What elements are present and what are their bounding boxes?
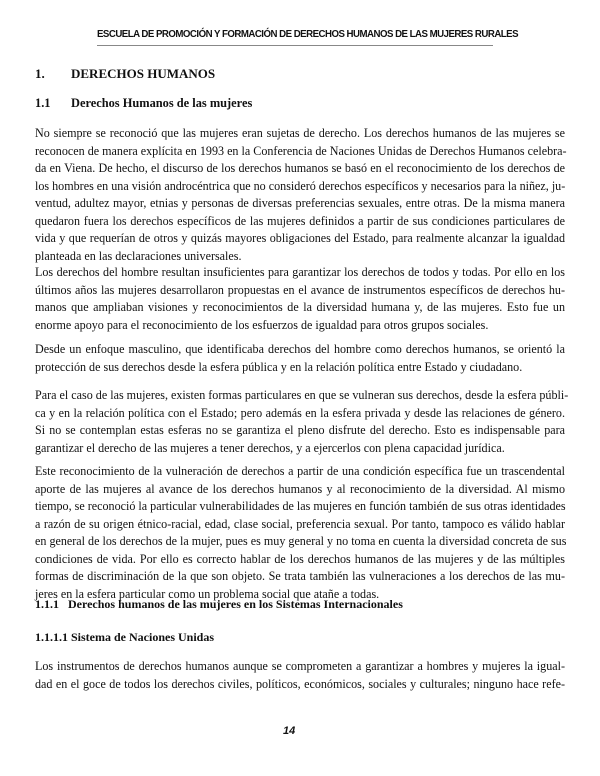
text-line: condiciones de vida. Por ello es correcto hablar de los derechos humanos de las mujeres y de las múltiples: [35, 551, 565, 566]
section-number: 1.1.1: [35, 597, 59, 611]
text-line: Los derechos del hombre resultan insuficientes para garantizar los derechos de todos y todas. Por ello en los: [35, 265, 565, 279]
text-line: últimos años las mujeres desarrollaron propuestas en el avance de instrumentos específicos de derechos hu-: [35, 282, 565, 297]
section-heading-1-1-1-1: 1.1.1.1 Sistema de Naciones Unidas: [35, 630, 215, 644]
text-line: Este reconocimiento de la vulneración de derechos a partir de una condición específica fue un trascendental: [35, 464, 565, 478]
text-line: ventud, adultez mayor, etnias y personas de diversas preferencias sexuales, entre otras. De la misma manera: [35, 196, 565, 210]
text-line: vida y que requerían de otros y quizás mayores obligaciones del Estado, para realmente alcanzar la igualdad: [35, 231, 565, 245]
text-line: formas de discriminación de la que son objeto. Se trata también las vulneraciones a los derechos de las mu-: [35, 569, 565, 583]
section-heading-1-1-1: [35, 597, 403, 612]
text-line: enorme apoyo para el reconocimiento de los esfuerzos de igualdad para otros grupos sociales.: [35, 317, 489, 332]
text-line: planteada en las declaraciones universales.: [35, 248, 242, 263]
text-line: en general de los derechos de la mujer, pues es muy general y no toma en cuenta la diversidad concreta de sus: [35, 534, 567, 548]
header-underline: [97, 45, 493, 46]
text-line: dad en el goce de todos los derechos civiles, políticos, económicos, sociales y culturales; ninguno hace refe-: [35, 676, 565, 691]
text-line: Si no se contemplan estas esferas no se garantiza el pleno disfrute del derecho. Esto es indispensable para: [35, 423, 565, 437]
section-heading-1: [35, 66, 215, 82]
text-line: Desde un enfoque masculino, que identificaba derechos del hombre como derechos humanos, se orientó la: [35, 342, 565, 356]
paragraph-1: [35, 125, 565, 265]
text-line: a razón de su origen étnico-racial, edad, clase social, preferencia sexual. Por tanto, tampoco es válido hablar: [35, 516, 565, 531]
text-line: quedaron fuera los derechos específicos de las mujeres definidos a partir de sus condiciones particulares de: [35, 213, 565, 228]
text-line: aporte de las mujeres al avance de los derechos humanos y al reconocimiento de la diversidad. Al mismo: [35, 481, 565, 496]
text-line: protección de sus derechos desde la esfera pública y en la relación política entre Estado y ciudadano.: [35, 359, 523, 374]
text-line: da en Viena. De hecho, el discurso de los derechos humanos se basó en el reconocimiento de los derechos de: [35, 161, 565, 175]
section-title: DERECHOS HUMANOS: [71, 66, 216, 81]
text-line: garantizar el derecho de las mujeres a tener derechos, y a ejercerlos con plena capacidad jurídica.: [35, 440, 505, 455]
paragraph-4: [35, 387, 569, 457]
text-line: Los instrumentos de derechos humanos aunque se comprometen a garantizar a hombres y mujeres la igual-: [35, 659, 565, 673]
paragraph-2: [35, 264, 565, 334]
text-line: reconocen de manera explícita en 1993 en la Conferencia de Naciones Unidas de Derechos Humanos celebra-: [35, 143, 567, 158]
text-line: jeres en la esfera particular como un problema social que atañe a todas.: [35, 586, 380, 601]
section-number: 1.: [35, 66, 45, 81]
text-line: ca y en la relación política con el Estado; pero además en la esfera privada y desde las relaciones de género.: [35, 405, 565, 420]
section-heading-1-1: [35, 96, 252, 111]
page-number: 14: [283, 725, 296, 737]
paragraph-3: [35, 341, 565, 376]
text-line: manos que ampliaban visiones y reconocimientos de la diversidad humana y, de las mujeres. Esto fue un: [35, 300, 565, 314]
text-line: los hombres en una visión androcéntrica que no consideró derechos específicos y necesarios para la niñez, ju-: [35, 178, 566, 193]
paragraph-5: [35, 463, 565, 603]
text-line: tiempo, se reconoció la particular vulnerabilidades de las mujeres en función también de sus otras identidades: [35, 499, 566, 513]
section-title: Derechos humanos de las mujeres en los Sistemas Internacionales: [68, 597, 403, 611]
text-line: Para el caso de las mujeres, existen formas particulares en que se vulneran sus derechos, desde la esfera públi-: [35, 388, 569, 402]
section-title: Derechos Humanos de las mujeres: [71, 96, 253, 110]
running-header: ESCUELA DE PROMOCIÓN Y FORMACIÓN DE DERECHOS HUMANOS DE LAS MUJERES RURALES: [97, 29, 519, 40]
text-line: No siempre se reconoció que las mujeres eran sujetas de derecho. Los derechos humanos de las mujeres se: [35, 126, 565, 140]
section-number: 1.1: [35, 96, 51, 110]
paragraph-6: [35, 658, 565, 693]
